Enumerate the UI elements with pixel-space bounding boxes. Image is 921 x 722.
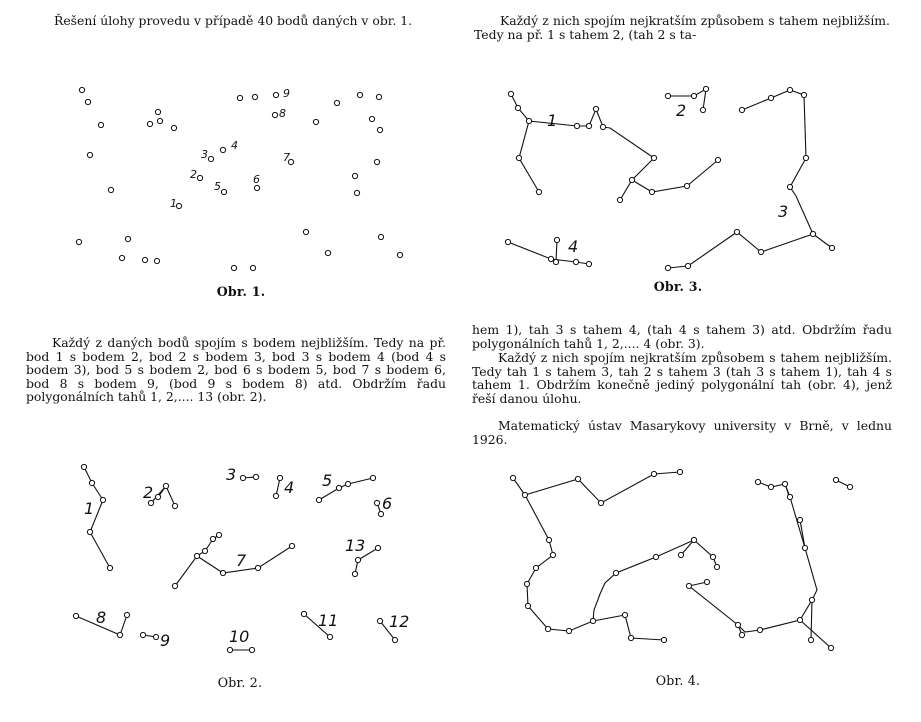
fig2-label-8: 8 — [96, 608, 107, 627]
fig2-label-1: 1 — [84, 499, 95, 518]
fig2-label-5: 5 — [322, 471, 333, 490]
caption-figure-1: Obr. 1. — [216, 284, 266, 299]
caption-figure-3: Obr. 3. — [653, 279, 703, 294]
fig2-label-4: 4 — [284, 478, 295, 497]
fig1-label-7: 7 — [283, 151, 290, 164]
paragraph-final-path: Každý z nich spojím nejkratším způsobem s tahem nejbližším. Tedy tah 1 s tahem 3, tah 2 s tahem 3 (tah 3 s tahem 1), tah 4 s tahem 1. Obdržím konečně jediný polygonální tah (obr. 4), jenž řeší danou úlohu. — [472, 350, 892, 406]
fig2-label-13: 13 — [345, 536, 366, 555]
fig3-label-1: 1 — [547, 111, 558, 130]
fig1-label-5: 5 — [214, 180, 221, 193]
paragraph-nearest-point: Každý z daných bodů spojím s bodem nejbližším. Tedy na př. bod 1 s bodem 2, bod 2 s bodem 3, bod 3 s bodem 4 (bod 4 s bodem 3), bod 5 s bodem 2, bod 6 s bodem 5, bod 7 s bodem 6, bod 8 s bodem 9, (bod 9 s bodem 8) atd. Obdržím řadu polygonálních tahů 1, 2,.... 13 (obr. 2). — [26, 335, 446, 405]
fig3-label-3: 3 — [778, 202, 789, 221]
fig2-label-11: 11 — [318, 611, 339, 630]
paragraph-continuation: hem 1), tah 3 s tahem 4, (tah 4 s tahem 3) atd. Obdržím řadu polygonálních tahů 1, 2,.... 4 (obr. 3). — [472, 322, 892, 351]
fig1-label-3: 3 — [201, 148, 208, 161]
fig3-label-2: 2 — [676, 101, 687, 120]
fig2-label-12: 12 — [389, 612, 410, 631]
fig3-label-4: 4 — [568, 237, 579, 256]
fig1-label-8: 8 — [279, 107, 286, 120]
figure-4-point-set — [510, 469, 852, 650]
fig2-label-3: 3 — [226, 465, 237, 484]
fig1-label-6: 6 — [253, 173, 260, 186]
fig2-label-6: 6 — [382, 494, 393, 513]
paragraph-intro: Řešení úlohy provedu v případě 40 bodů daných v obr. 1. — [54, 13, 413, 28]
fig2-label-10: 10 — [229, 627, 250, 646]
fig2-label-2: 2 — [143, 483, 154, 502]
fig1-label-2: 2 — [190, 168, 197, 181]
caption-figure-4: Obr. 4. — [655, 673, 701, 688]
paragraph-affiliation: Matematický ústav Masarykovy university v Brně, v lednu 1926. — [472, 418, 892, 447]
paragraph-shortest-connection: Každý z nich spojím nejkratším způsobem s tahem nejbližším. Tedy na př. 1 s tahem 2, (tah 2 s ta- — [474, 13, 890, 42]
fig2-label-7: 7 — [236, 551, 247, 570]
fig1-label-4: 4 — [231, 139, 238, 152]
fig2-label-9: 9 — [160, 631, 171, 650]
caption-figure-2: Obr. 2. — [217, 675, 263, 690]
fig1-label-1: 1 — [170, 197, 177, 210]
fig1-label-9: 9 — [283, 87, 290, 100]
